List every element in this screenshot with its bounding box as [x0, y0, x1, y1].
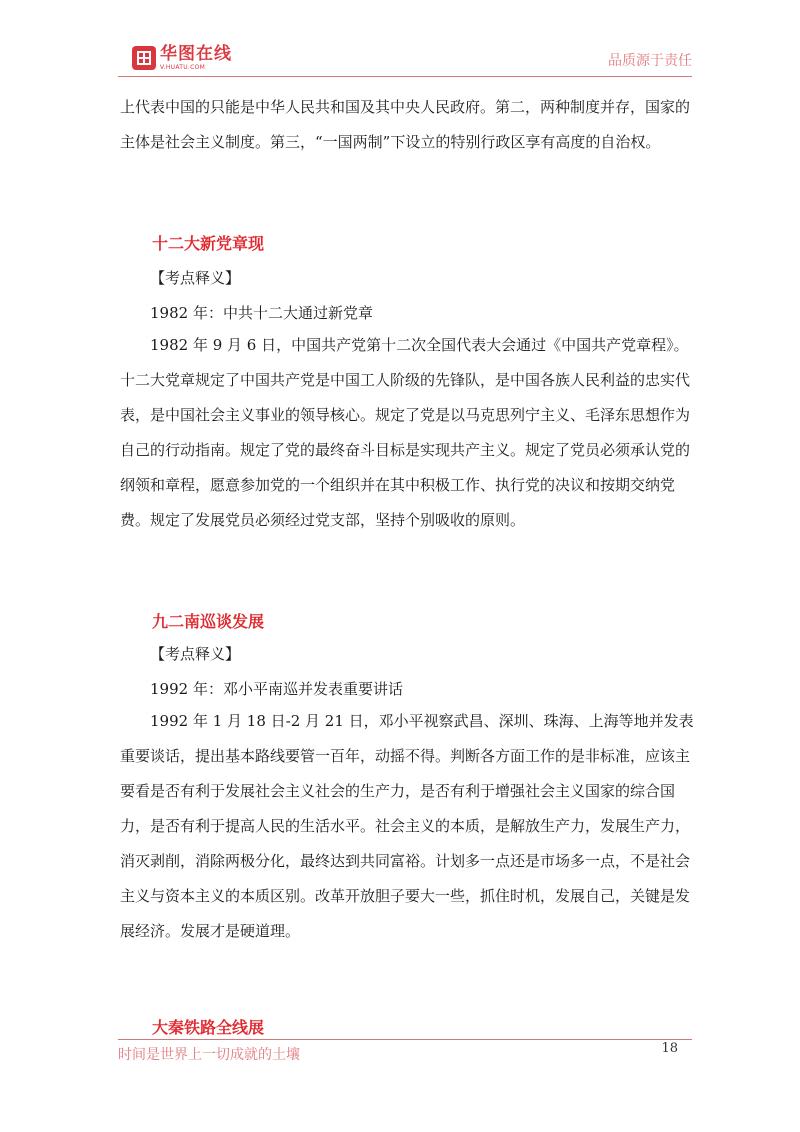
section-subtitle-1: 1982 年：中共十二大通过新党章 [150, 304, 373, 322]
section-tag-1: 【考点释义】 [150, 269, 241, 287]
page-number: 18 [661, 1041, 678, 1056]
section-title-2: 九二南巡谈发展 [152, 612, 265, 631]
section-tag-2: 【考点释义】 [150, 645, 241, 663]
section-subtitle-2: 1992 年：邓小平南巡并发表重要讲话 [150, 680, 403, 698]
footer-divider [118, 1039, 692, 1040]
section-title-1: 十二大新党章现 [152, 234, 265, 253]
logo-badge-icon [132, 46, 156, 70]
section-body-1: 1982 年 9 月 6 日，中国共产党第十二次全国代表大会通过《中国共产党章程》。十二大党章规定了中国共产党是中国工人阶级的先锋队，是中国各族人民利益的忠实代表，是中国社会主义事业的领导核心。规定了党是以马克思列宁主义、毛泽东思想作为自己的行动指南。规定了党的最终奋斗目标是实现共产主义。规定了党员必须承认党的纲领和章程，愿意参加党的一个组织并在其中积极工作、执行党的决议和按期交纳党费。规定了发展党员必须经过党支部，坚持个别吸收的原则。 [120, 336, 691, 529]
footer-motto: 时间是世界上一切成就的土壤 [118, 1047, 300, 1063]
page-header [118, 40, 692, 77]
header-slogan: 品质源于责任 [608, 53, 692, 69]
intro-paragraph: 上代表中国的只能是中华人民共和国及其中央人民政府。第二，两种制度并存，国家的主体是社会主义制度。第三，“一国两制”下设立的特别行政区享有高度的自治权。 [120, 98, 691, 151]
logo-url: V.HUATU.COM [160, 63, 206, 71]
logo-name: 华图在线 [160, 43, 232, 64]
section-body-2: 1992 年 1 月 18 日-2 月 21 日，邓小平视察武昌、深圳、珠海、上海等地并发表重要谈话，提出基本路线要管一百年，动摇不得。判断各方面工作的是非标准，应该主要看是否有利于发展社会主义社会的生产力，是否有利于增强社会主义国家的综合国力，是否有利于提高人民的生活水平。社会主义的本质，是解放生产力，发展生产力，消灭剥削，消除两极分化，最终达到共同富裕。计划多一点还是市场多一点，不是社会主义与资本主义的本质区别。改革开放胆子要大一些，抓住时机，发展自己，关键是发展经济。发展才是硬道理。 [120, 712, 694, 940]
huatu-logo [132, 44, 232, 72]
section-title-3: 大秦铁路全线展 [152, 1018, 265, 1037]
